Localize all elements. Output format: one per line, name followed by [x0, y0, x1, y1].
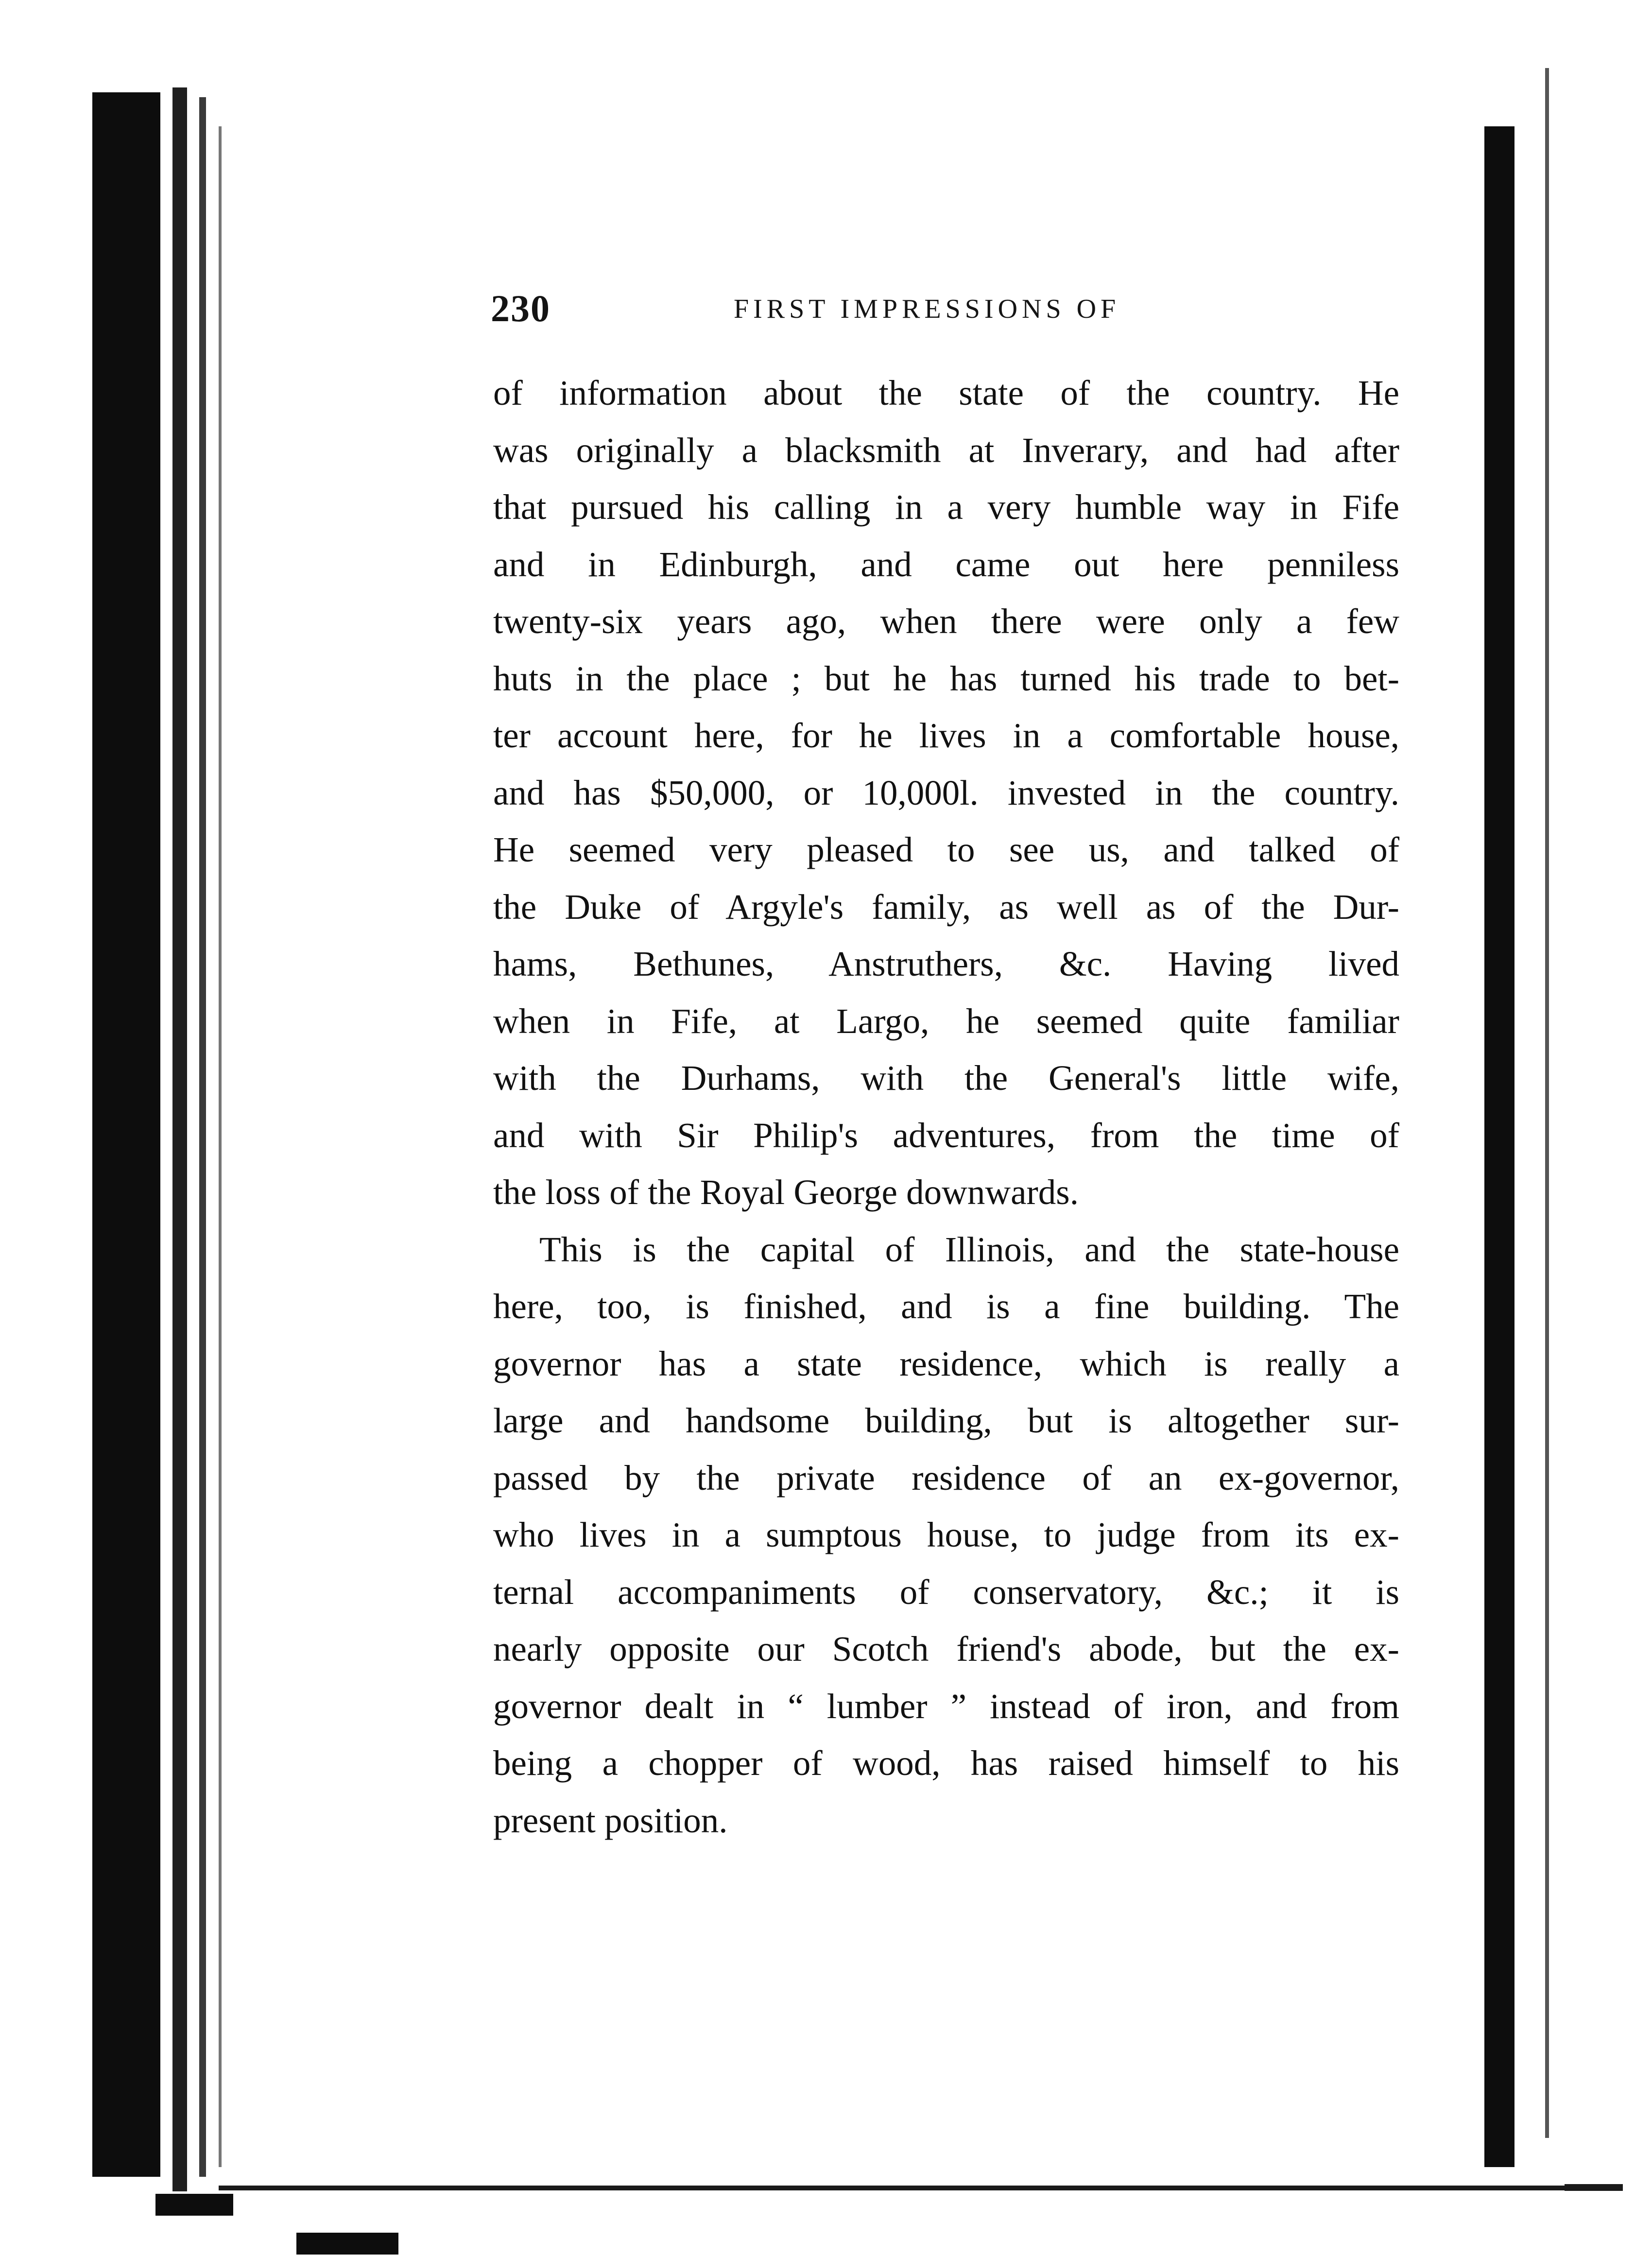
binding-line-left-thin — [219, 126, 222, 2167]
text-line: governor dealt in “ lumber ” instead of iron, and from — [493, 1686, 1399, 1726]
text-line: hams, Bethunes, Anstruthers, &c. Having lived — [493, 944, 1399, 983]
text-line: passed by the private residence of an ex-governor, — [493, 1458, 1399, 1498]
text-line: of information about the state of the country. He — [493, 373, 1399, 413]
text-line: nearly opposite our Scotch friend's abode, but the ex- — [493, 1629, 1399, 1669]
text-line: with the Durhams, with the General's little wife, — [493, 1058, 1399, 1098]
paragraph-2 — [493, 1221, 1399, 1849]
scan-mark-bottom — [296, 2233, 398, 2255]
text-line: here, too, is finished, and is a fine building. The — [493, 1287, 1399, 1326]
page-edge-right-thin — [1545, 68, 1549, 2138]
text-line: He seemed very pleased to see us, and talked of — [493, 830, 1399, 869]
paragraph-1 — [493, 364, 1399, 1221]
text-line: when in Fife, at Largo, he seemed quite familiar — [493, 1001, 1399, 1041]
page-header — [491, 287, 1414, 340]
text-line: was originally a blacksmith at Inverary, and had after — [493, 430, 1399, 470]
running-head: FIRST IMPRESSIONS OF — [734, 294, 1120, 324]
binding-shadow-left-inner — [172, 87, 187, 2191]
page-edge-right — [1484, 126, 1514, 2167]
text-line: ter account here, for he lives in a comfortable house, — [493, 716, 1399, 755]
text-line: and in Edinburgh, and came out here penniless — [493, 544, 1399, 584]
scan-mark-bottom-right — [1565, 2184, 1623, 2191]
scan-mark-bottom-left — [155, 2194, 233, 2216]
text-line: the Duke of Argyle's family, as well as of the Dur- — [493, 887, 1399, 927]
text-line: twenty-six years ago, when there were only a few — [493, 602, 1399, 641]
text-line: huts in the place ; but he has turned his trade to bet- — [493, 658, 1399, 698]
text-line: being a chopper of wood, has raised himself to his — [493, 1743, 1399, 1783]
text-line: ternal accompaniments of conservatory, &c.; it is — [493, 1572, 1399, 1612]
binding-line-left — [199, 97, 206, 2177]
text-line: present position. — [493, 1800, 728, 1840]
text-line: and has $50,000, or 10,000l. invested in the country. — [493, 773, 1399, 812]
text-line: and with Sir Philip's adventures, from the time of — [493, 1115, 1399, 1155]
body-text — [493, 364, 1399, 1849]
page-edge-bottom — [219, 2186, 1618, 2190]
text-line: who lives in a sumptous house, to judge from its ex- — [493, 1515, 1399, 1554]
text-line: that pursued his calling in a very humble way in Fife — [493, 487, 1399, 527]
page-number: 230 — [491, 287, 551, 329]
text-line: large and handsome building, but is altogether sur- — [493, 1401, 1399, 1440]
text-line: This is the capital of Illinois, and the state-house — [539, 1229, 1399, 1269]
binding-shadow-left — [92, 92, 160, 2177]
text-line: governor has a state residence, which is really a — [493, 1343, 1399, 1383]
text-line: the loss of the Royal George downwards. — [493, 1172, 1079, 1212]
